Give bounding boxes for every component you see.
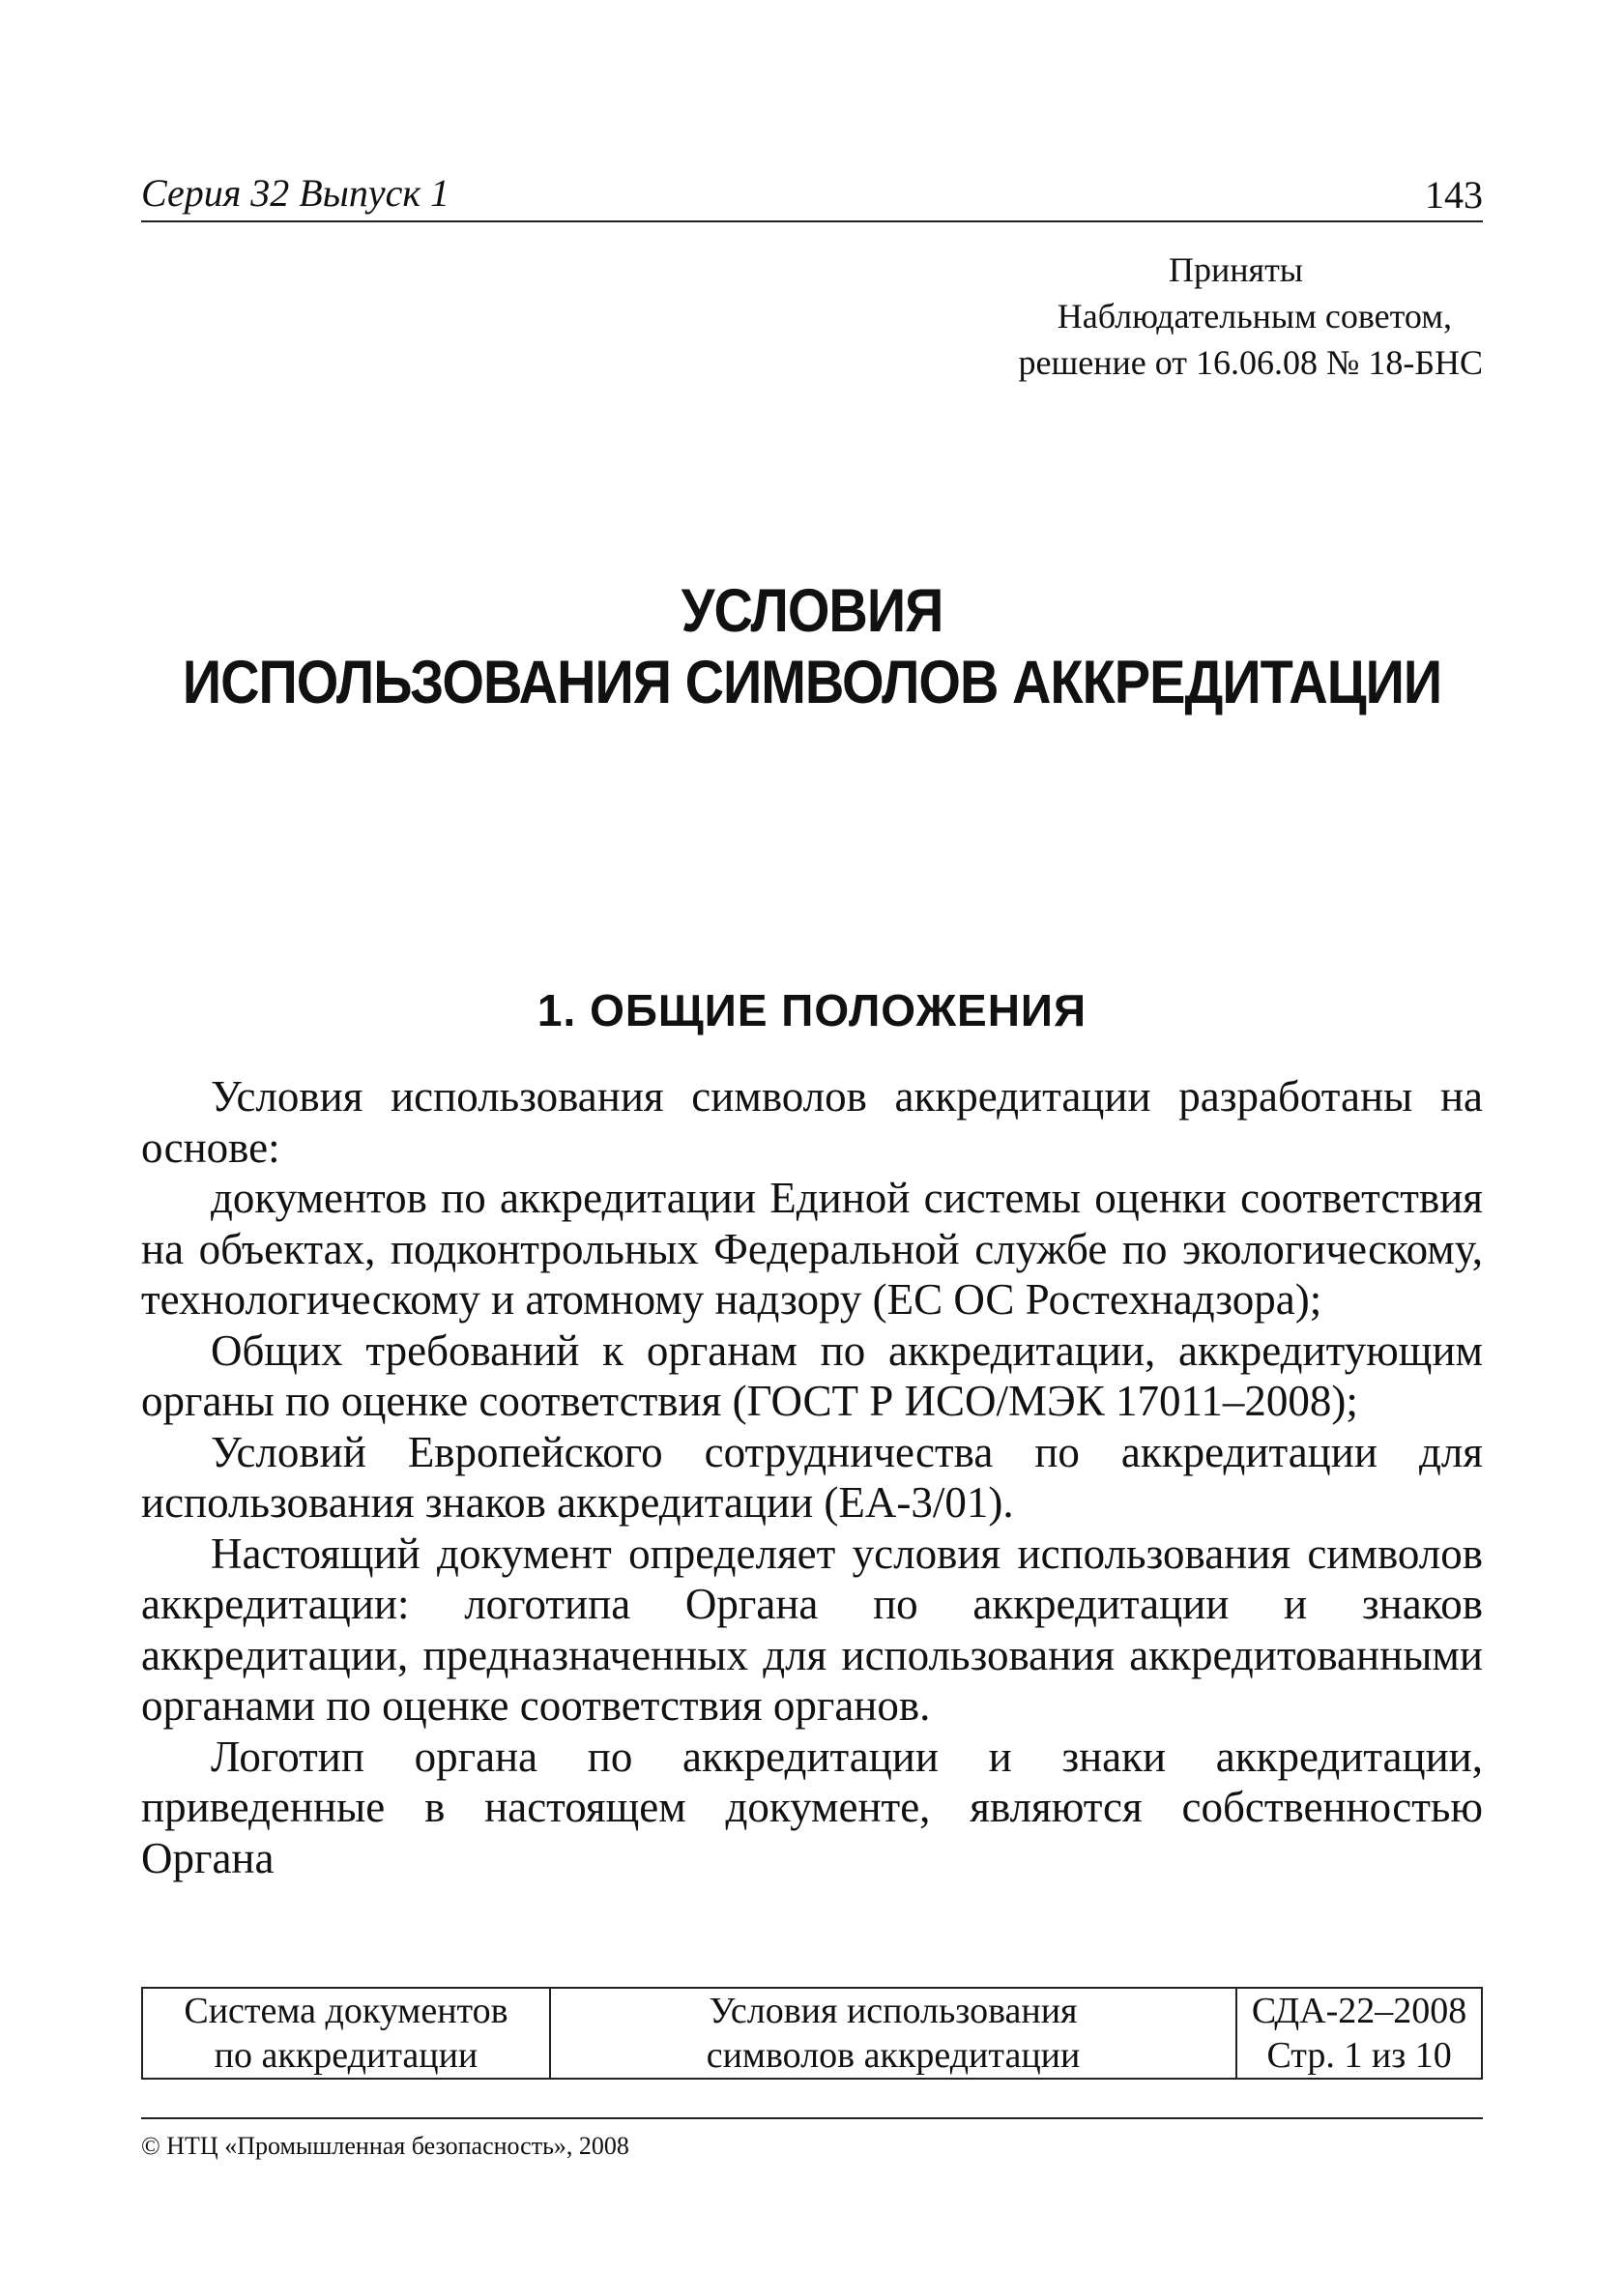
section-heading: 1. ОБЩИЕ ПОЛОЖЕНИЯ [536,985,1088,1035]
footer-table-row [142,1988,1482,2079]
document-title [141,575,1483,718]
footer-page-count: Стр. 1 из 10 [1266,2035,1452,2076]
paragraph: Общих требований к органам по аккредитации, аккредитующим органы по оценке соответствия (ГОСТ Р ИСО/МЭК 17011–2008); [141,1325,1483,1425]
approval-line-1: Приняты [1168,250,1303,289]
footer-title-line-1: Условия использования [709,1991,1078,2031]
footer-title-line-2: символов аккредитации [706,2035,1081,2076]
paragraph: Условия использования символов аккредитации разработаны на основе: [141,1072,1483,1172]
approval-note [806,247,1483,386]
paragraph: Настоящий документ определяет условия использования символов аккредитации: логотипа Органа по аккредитации и знаков аккредитации, предназначенных для использования аккредитованными органами по оценке соответствия органов. [141,1529,1483,1730]
footer-system-line-1: Система документов [184,1991,508,2031]
document-footer-table [141,1987,1483,2080]
footer-system-line-2: по аккредитации [214,2035,478,2076]
footer-doc-code: СДА-22–2008 [1251,1991,1467,2031]
approval-line-2: Наблюдательным советом, [1057,297,1452,335]
paragraph: Логотип органа по аккредитации и знаки аккредитации, приведенные в настоящем документе, являются собственностью Органа [141,1732,1483,1882]
title-line-2: ИСПОЛЬЗОВАНИЯ СИМВОЛОВ АККРЕДИТАЦИИ [182,648,1442,716]
section-body [141,1071,1483,1883]
page-number: 143 [1425,173,1483,217]
footer-system-cell [142,1988,550,2079]
running-header [141,170,1483,222]
paragraph: документов по аккредитации Единой системы оценки соответствия на объектах, подконтрольных Федеральной службе по экологическому, технологическому и атомному надзору (ЕС ОС Ростехнадзора); [141,1174,1483,1324]
series-label: Серия 32 Выпуск 1 [141,171,450,215]
footer-divider [141,2117,1483,2119]
approval-line-3: решение от 16.06.08 № 18-БНС [1018,343,1483,382]
title-line-1: УСЛОВИЯ [681,576,943,645]
footer-title-cell [550,1988,1236,2079]
paragraph: Условий Европейского сотрудничества по аккредитации для использования знаков аккредитации (ЕА-3/01). [141,1427,1483,1527]
copyright-notice: © НТЦ «Промышленная безопасность», 2008 [141,2132,629,2160]
footer-code-cell [1236,1988,1482,2079]
